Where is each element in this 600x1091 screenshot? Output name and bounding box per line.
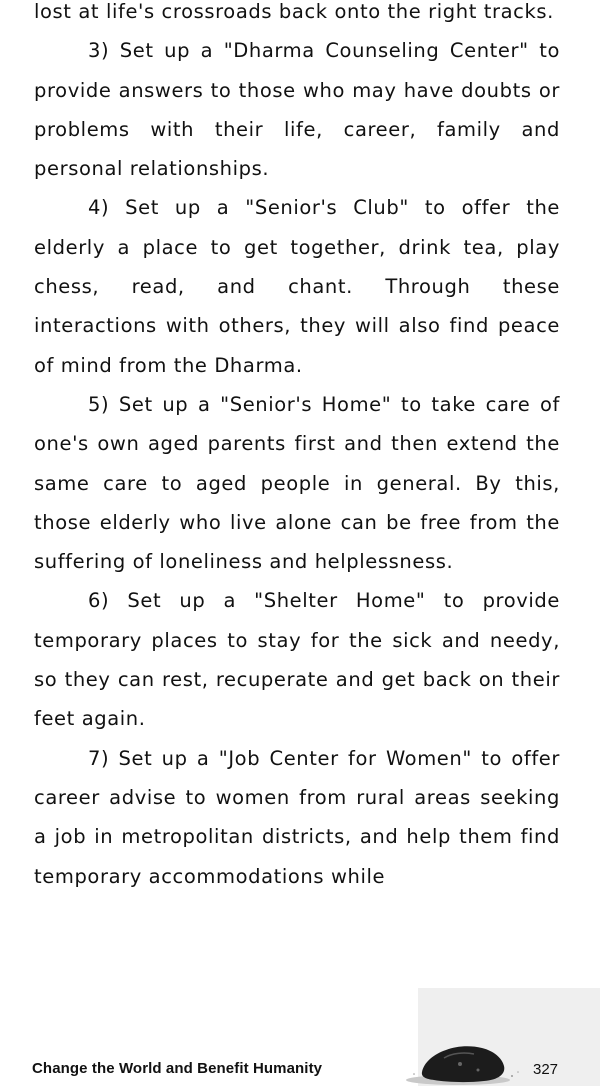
footer-book-title: Change the World and Benefit Humanity bbox=[32, 1060, 323, 1077]
paragraph-item-3: 3) Set up a "Dharma Counseling Center" to provide answers to those who may have doubts or problems with their life, career, family and personal relationships. bbox=[34, 39, 560, 181]
paragraph-item-4: 4) Set up a "Senior's Club" to offer the elderly a place to get together, drink tea, play chess, read, and chant. Through these interactions with others, they will also find peace of mind from the Dharma. bbox=[34, 196, 560, 377]
paragraph-item-7: 7) Set up a "Job Center for Women" to offer career advise to women from rural areas seeking a job in metropolitan districts, and help them find temporary accommodations while bbox=[34, 746, 560, 888]
paragraph-continuation: lost at life's crossroads back onto the right tracks. bbox=[34, 0, 554, 23]
footer-stone-logo bbox=[400, 988, 600, 1086]
body-text bbox=[34, 0, 560, 896]
page-footer bbox=[0, 1040, 600, 1086]
paragraph-item-5: 5) Set up a "Senior's Home" to take care of one's own aged parents first and then extend the same care to aged people in general. By this, those elderly who live alone can be free from the suffering of loneliness and helplessness. bbox=[34, 392, 560, 574]
paragraph-item-6: 6) Set up a "Shelter Home" to provide temporary places to stay for the sick and needy, so they can rest, recuperate and get back on their feet again. bbox=[34, 589, 560, 731]
page-number: 327 bbox=[533, 1061, 559, 1078]
